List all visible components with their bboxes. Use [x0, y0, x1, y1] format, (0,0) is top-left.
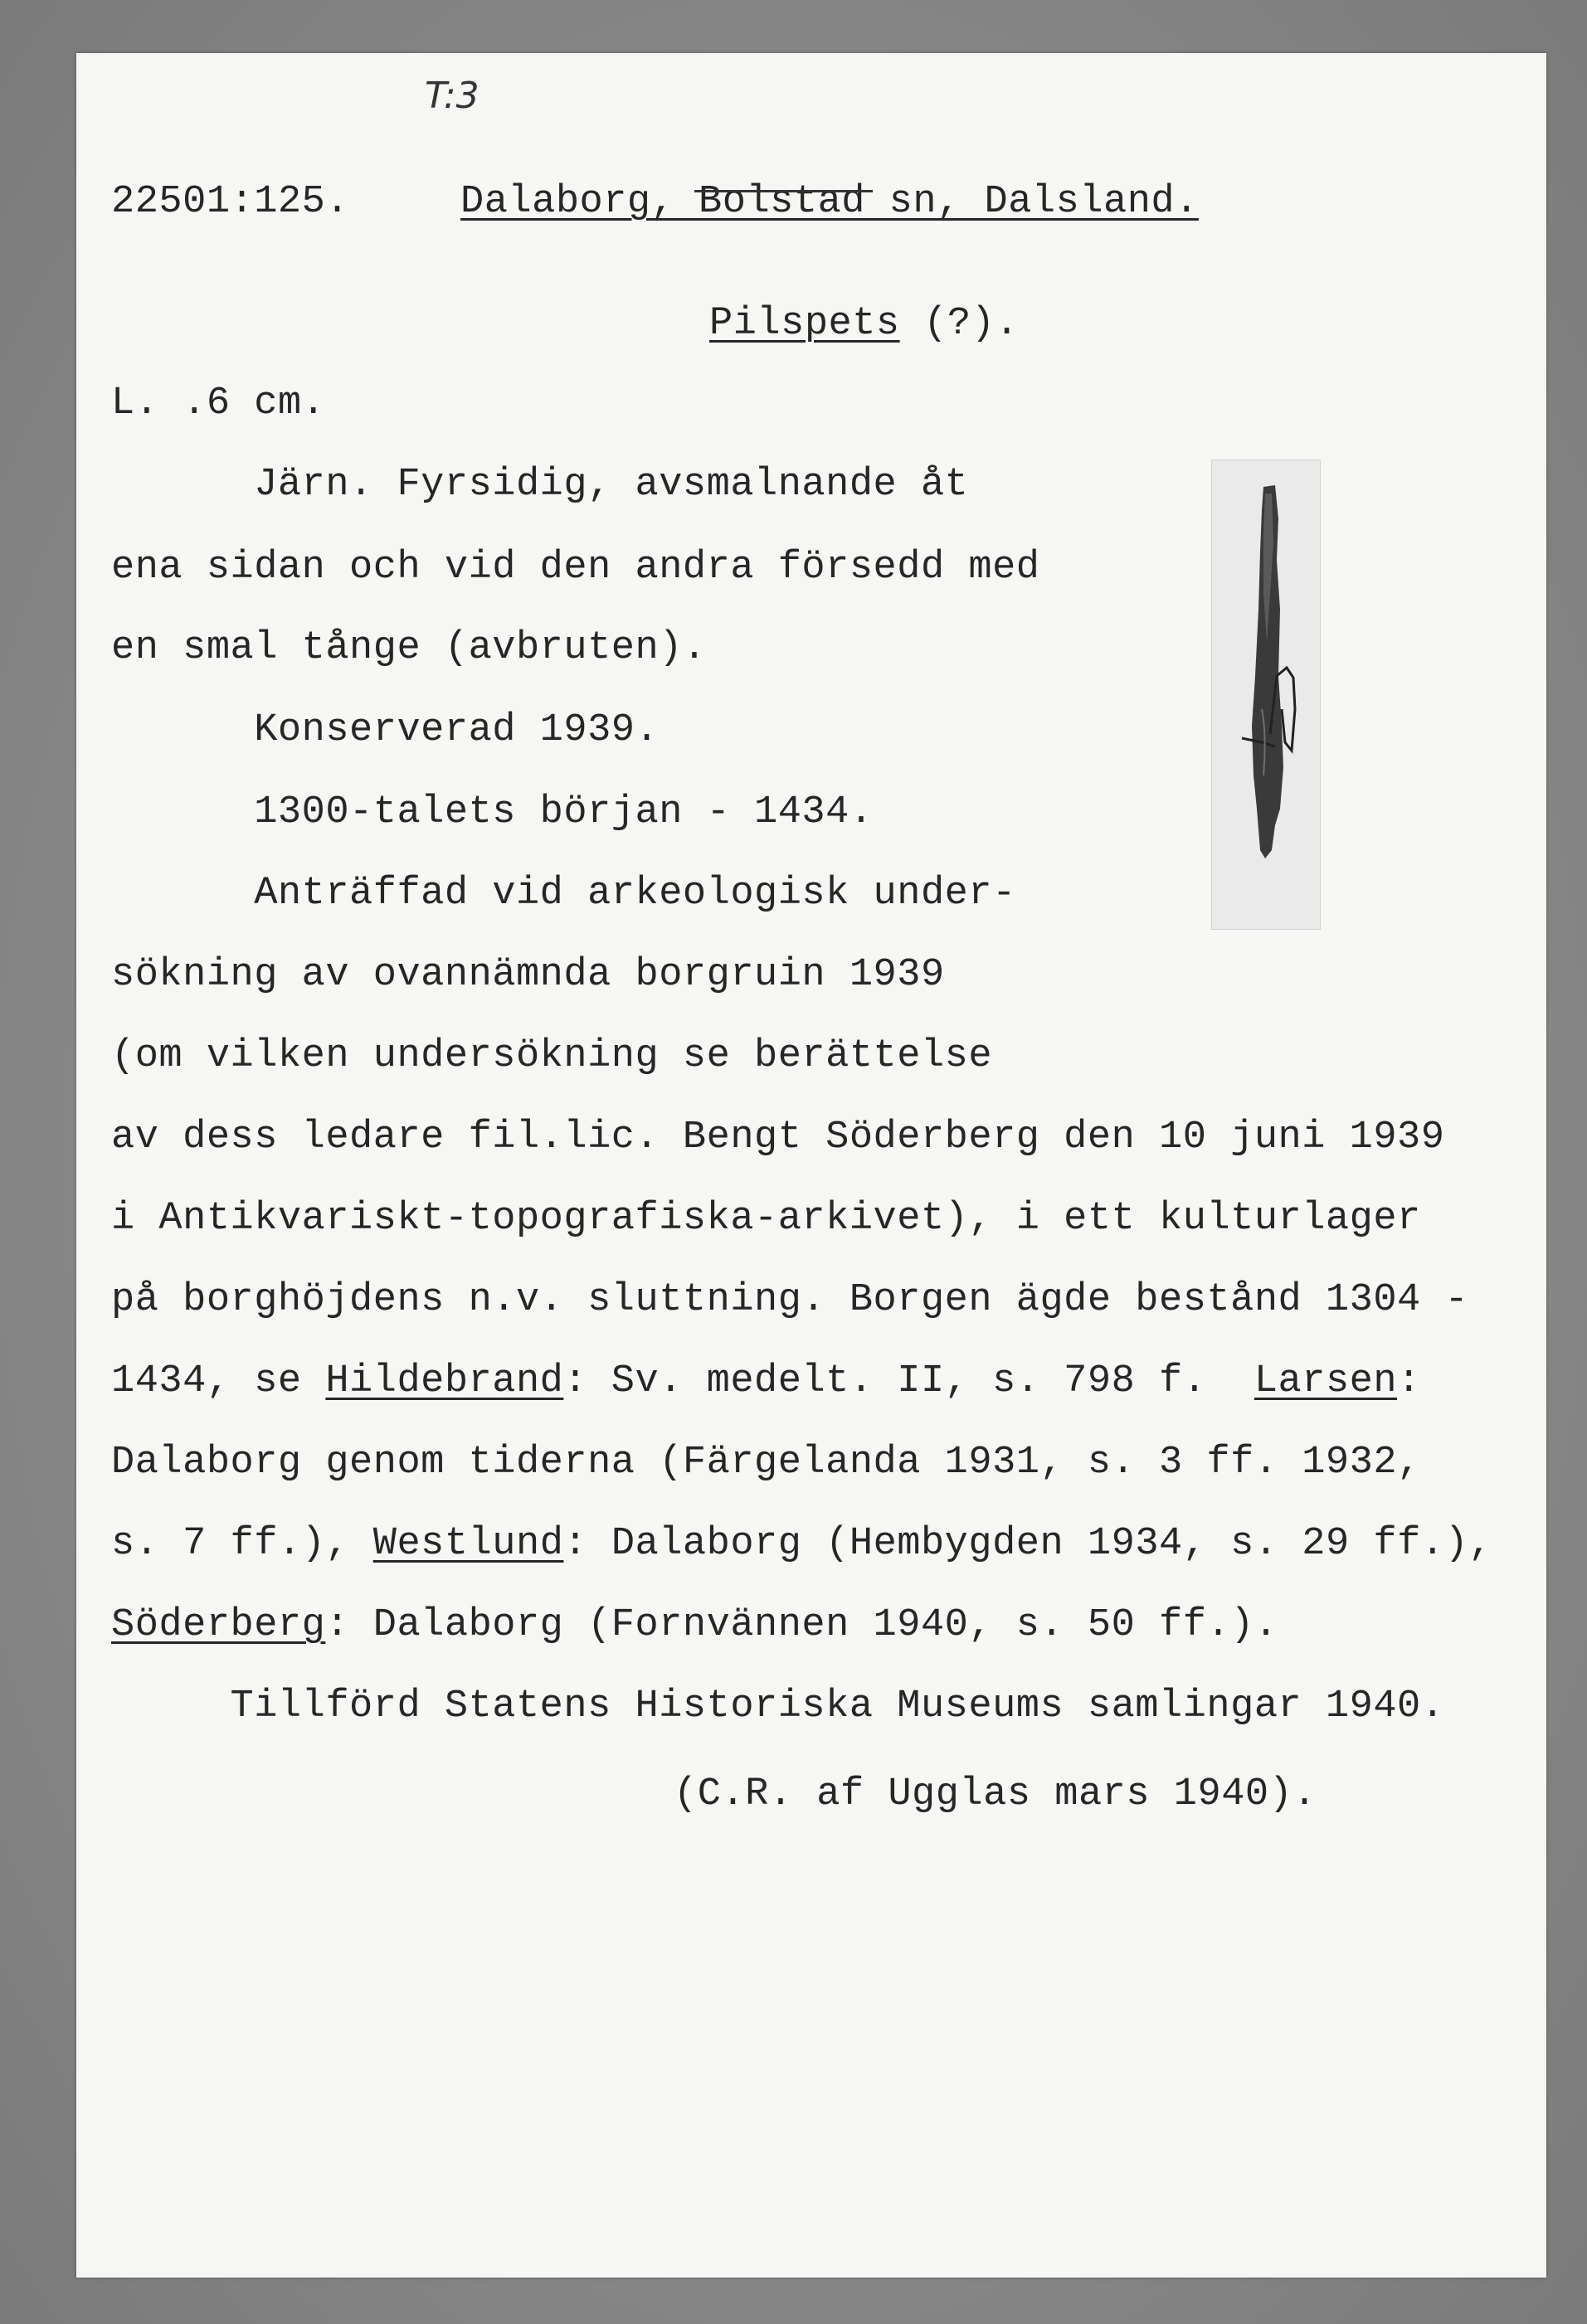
description-line: ena sidan och vid den andra försedd med — [111, 546, 1040, 590]
reference-line — [111, 1519, 1492, 1569]
find-place: Dalaborg, Bolstad sn, Dalsland. — [460, 180, 1199, 224]
ref-author-larsen: Larsen — [1254, 1359, 1398, 1403]
catalog-card — [76, 53, 1546, 2278]
description-line: Konserverad 1939. — [111, 708, 660, 752]
ref-text: s. 7 ff.), — [111, 1522, 373, 1566]
description-line: (om vilken undersökning se berättelse — [111, 1034, 993, 1078]
description-line: en smal tånge (avbruten). — [111, 626, 707, 670]
arrowhead-image — [1212, 460, 1320, 929]
description-line: i Antikvariskt-topografiska-arkivet), i ett kulturlager — [111, 1197, 1421, 1241]
reference-line — [111, 1601, 1278, 1651]
description-line: 1300-talets början - 1434. — [111, 790, 874, 834]
description-line: sökning av ovannämnda borgruin 1939 — [111, 953, 945, 997]
description-line: Järn. Fyrsidig, avsmalnande åt — [111, 463, 969, 507]
ref-author-soderberg: Söderberg — [111, 1603, 326, 1647]
description-line: av dess ledare fil.lic. Bengt Söderberg den 10 juni 1939 — [111, 1116, 1445, 1160]
reference-line — [111, 1357, 1421, 1407]
ref-text: : Dalaborg (Hembygden 1934, s. 29 ff.), — [563, 1522, 1492, 1566]
ref-author-westlund: Westlund — [372, 1522, 564, 1566]
object-name: Pilspets — [709, 302, 900, 346]
object-suffix: (?). — [899, 302, 1020, 346]
catalog-number: 22501:125. — [111, 180, 350, 224]
object-title — [709, 299, 1019, 349]
ref-text: 1434, se — [111, 1359, 326, 1403]
artifact-photo — [1211, 459, 1321, 930]
ref-text: : Sv. medelt. II, s. 798 f. — [563, 1359, 1254, 1403]
place-underline-rule — [694, 190, 873, 192]
ref-text: : — [1397, 1359, 1421, 1403]
handwritten-note: T:3 — [425, 75, 480, 117]
ref-text: : Dalaborg (Fornvännen 1940, s. 50 ff.). — [325, 1603, 1278, 1647]
acquisition-note: Tillförd Statens Historiska Museums samlingar 1940. — [111, 1685, 1445, 1728]
description-line: på borghöjdens n.v. sluttning. Borgen ägde bestånd 1304 - — [111, 1278, 1469, 1322]
length-measure: L. .6 cm. — [111, 382, 326, 425]
signature-line: (C.R. af Ugglas mars 1940). — [674, 1772, 1317, 1816]
ref-author-hildebrand: Hildebrand — [325, 1359, 564, 1403]
description-line: Anträffad vid arkeologisk under- — [111, 872, 1016, 916]
reference-line: Dalaborg genom tiderna (Färgelanda 1931, s. 3 ff. 1932, — [111, 1441, 1421, 1485]
